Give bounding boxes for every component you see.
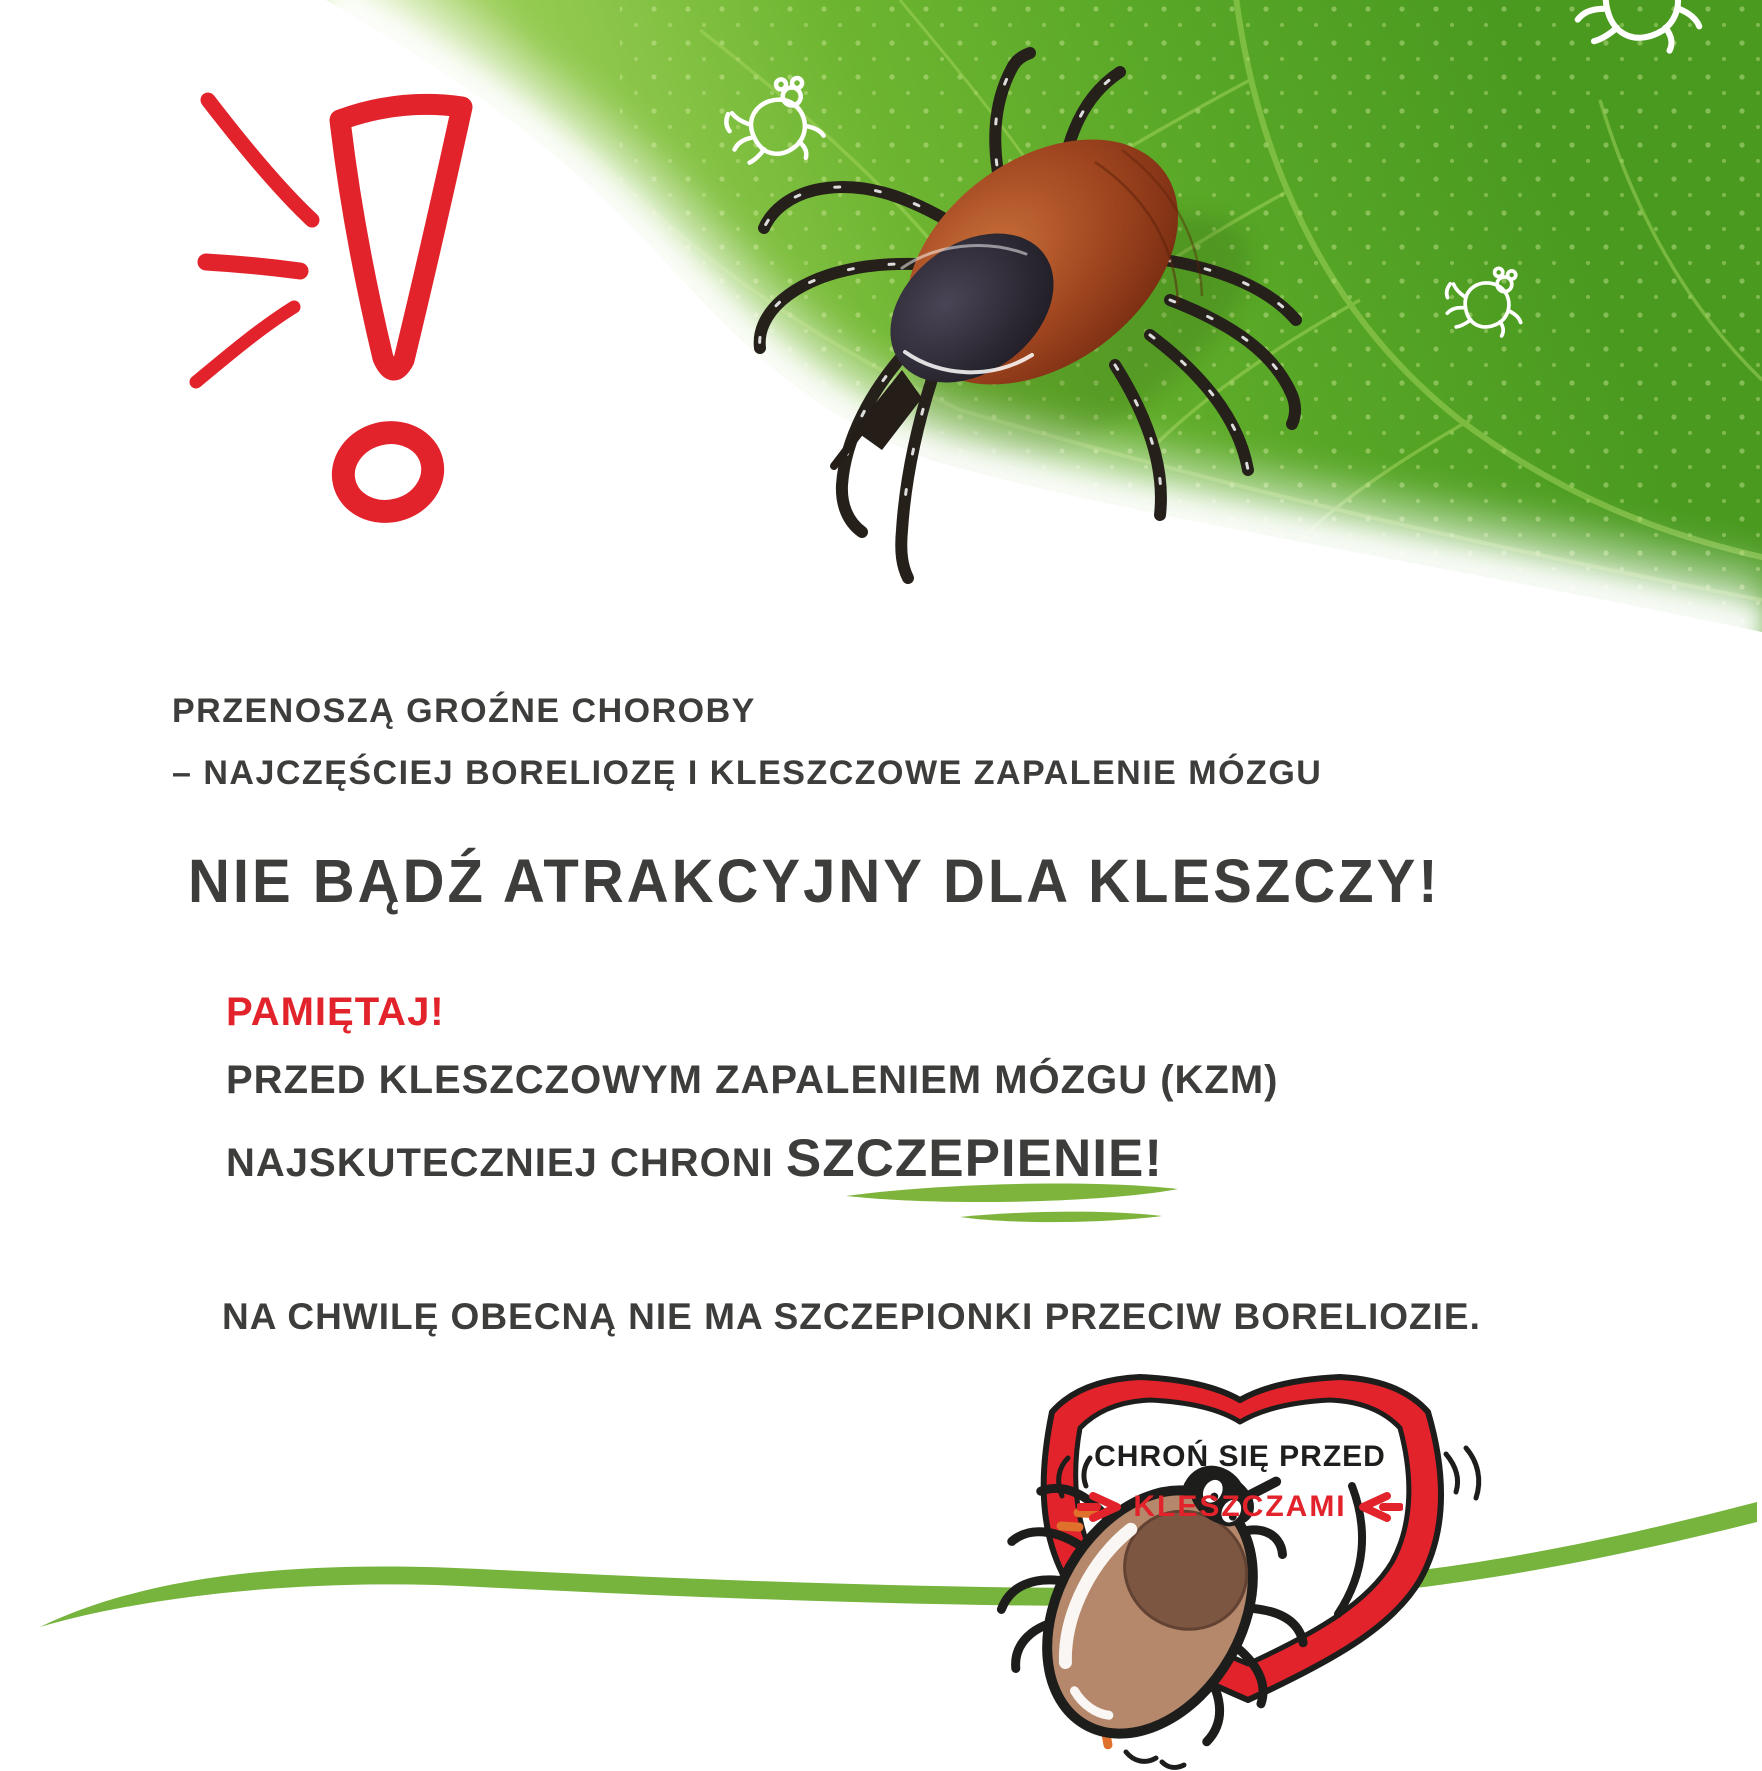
vaccination-emphasis: SZCZEPIENIE!: [785, 1129, 1163, 1188]
underline-brush: [846, 1184, 1178, 1223]
shield-text-line-1: CHROŃ SIĘ PRZED: [1094, 1440, 1386, 1473]
note-line: NA CHWILĘ OBECNĄ NIE MA SZCZEPIONKI PRZECIW BORELIOZIE.: [222, 1296, 1481, 1337]
shield-text-line-2: [1040, 1490, 1440, 1524]
arrow-right-icon: [1077, 1492, 1123, 1522]
vaccination-prefix: NAJSKUTECZNIEJ CHRONI: [226, 1141, 786, 1185]
reminder-label: PAMIĘTAJ!: [226, 990, 445, 1034]
page-title: NIE BĄDŹ ATRAKCYJNY DLA KLESZCZY!: [188, 847, 1441, 916]
green-swoosh: [40, 1502, 1757, 1627]
shield-keyword: KLESZCZAMI: [1133, 1490, 1347, 1523]
intro-line-1: PRZENOSZĄ GROŹNE CHOROBY: [172, 692, 756, 730]
reminder-line-vaccination: [226, 1128, 1163, 1189]
intro-line-2: – NAJCZĘŚCIEJ BORELIOZĘ I KLESZCZOWE ZAPALENIE MÓZGU: [172, 754, 1323, 792]
exclamation-icon: [196, 100, 462, 521]
arrow-left-icon: [1357, 1492, 1403, 1522]
reminder-line-kzm: PRZED KLESZCZOWYM ZAPALENIEM MÓZGU (KZM): [226, 1058, 1279, 1102]
